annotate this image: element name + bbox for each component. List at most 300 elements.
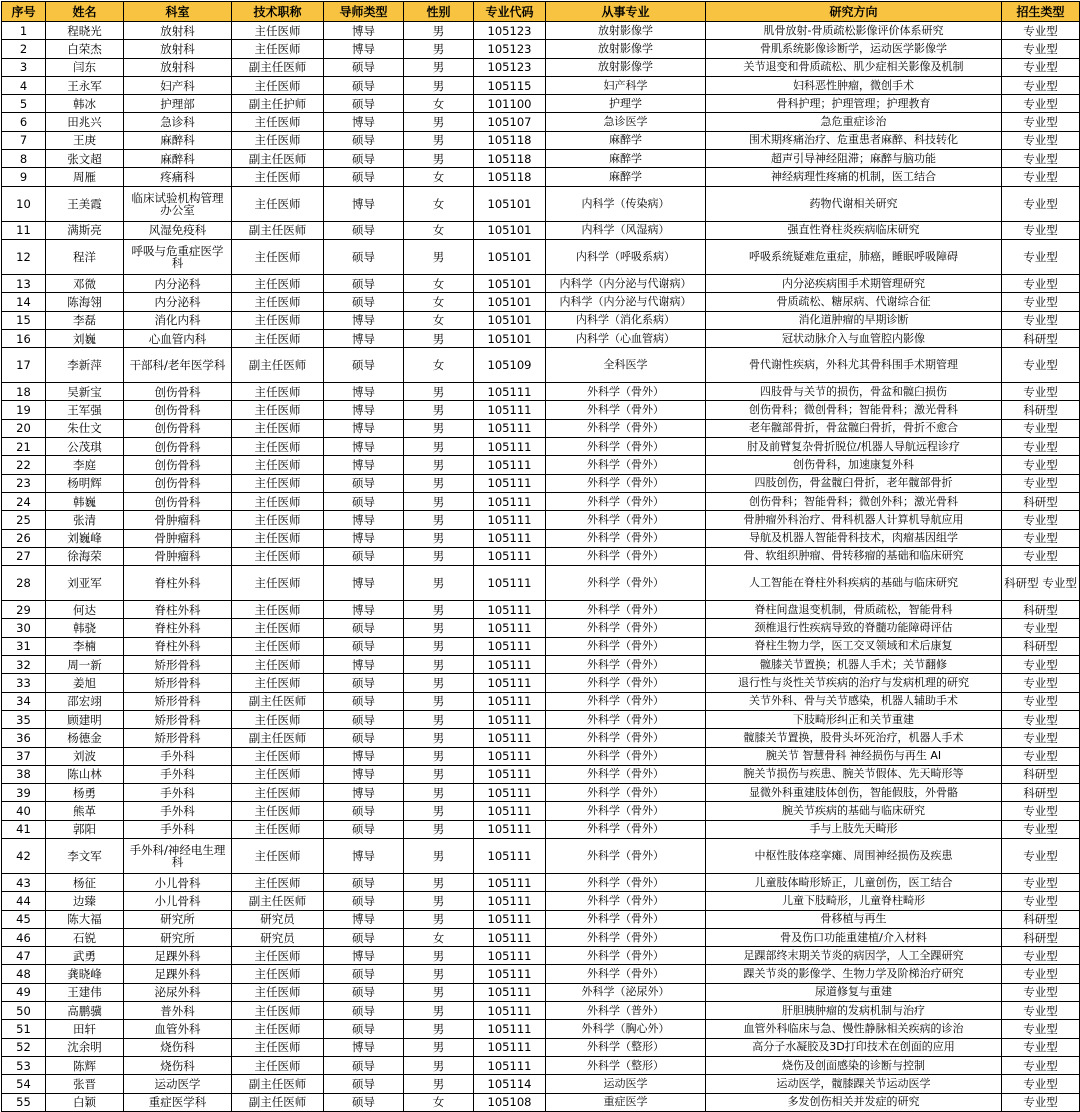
cell-index: 38 [2, 765, 46, 783]
cell-title: 主任医师 [232, 511, 324, 529]
cell-name: 熊革 [46, 802, 124, 820]
cell-name: 周雁 [46, 168, 124, 186]
cell-enrollment-type: 科研型 专业型 [1002, 566, 1080, 601]
table-row [2, 456, 1080, 474]
cell-gender: 男 [404, 637, 474, 655]
table-row [2, 95, 1080, 113]
cell-supervisor-type: 硕导 [324, 492, 404, 510]
cell-major-code: 105111 [474, 674, 546, 692]
cell-title: 主任医师 [232, 747, 324, 765]
cell-supervisor-type: 硕导 [324, 873, 404, 891]
cell-index: 36 [2, 729, 46, 747]
cell-index: 24 [2, 492, 46, 510]
cell-major-code: 105115 [474, 76, 546, 94]
cell-supervisor-type: 硕导 [324, 928, 404, 946]
table-row [2, 747, 1080, 765]
cell-index: 31 [2, 637, 46, 655]
cell-research-direction: 颈椎退行性疾病导致的脊髓功能障碍评估 [706, 619, 1002, 637]
cell-research-direction: 神经病理性疼痛的机制，医工结合 [706, 168, 1002, 186]
cell-title: 主任医师 [232, 419, 324, 437]
cell-gender: 女 [404, 1093, 474, 1111]
cell-index: 46 [2, 928, 46, 946]
cell-department: 脊柱外科 [124, 601, 232, 619]
cell-name: 张清 [46, 511, 124, 529]
cell-name: 邵宏翊 [46, 692, 124, 710]
cell-gender: 男 [404, 747, 474, 765]
cell-department: 手外科 [124, 747, 232, 765]
cell-major: 外科学（整形） [546, 1056, 706, 1074]
cell-department: 创伤骨科 [124, 383, 232, 401]
cell-enrollment-type: 专业型 [1002, 820, 1080, 838]
cell-major: 外科学（泌尿外） [546, 983, 706, 1001]
cell-major-code: 105111 [474, 529, 546, 547]
cell-supervisor-type: 博导 [324, 601, 404, 619]
cell-department: 创伤骨科 [124, 401, 232, 419]
cell-research-direction: 关节外科、骨与关节感染，机器人辅助手术 [706, 692, 1002, 710]
cell-index: 13 [2, 274, 46, 292]
cell-index: 50 [2, 1002, 46, 1020]
cell-enrollment-type: 专业型 [1002, 529, 1080, 547]
cell-enrollment-type: 专业型 [1002, 873, 1080, 891]
cell-name: 徐海荣 [46, 547, 124, 565]
cell-major: 外科学（骨外） [546, 910, 706, 928]
cell-index: 18 [2, 383, 46, 401]
cell-research-direction: 急危重症诊治 [706, 113, 1002, 131]
cell-enrollment-type: 专业型 [1002, 674, 1080, 692]
table-row [2, 131, 1080, 149]
cell-major: 外科学（骨外） [546, 474, 706, 492]
cell-name: 李文军 [46, 838, 124, 873]
cell-enrollment-type: 专业型 [1002, 710, 1080, 728]
cell-index: 53 [2, 1056, 46, 1074]
cell-title: 主任医师 [232, 784, 324, 802]
cell-major: 内科学（心血管病） [546, 329, 706, 347]
cell-major-code: 105111 [474, 619, 546, 637]
table-row [2, 293, 1080, 311]
cell-index: 16 [2, 329, 46, 347]
cell-supervisor-type: 硕导 [324, 983, 404, 1001]
cell-major-code: 105118 [474, 168, 546, 186]
cell-supervisor-type: 硕导 [324, 547, 404, 565]
cell-major-code: 105109 [474, 348, 546, 383]
cell-department: 创伤骨科 [124, 474, 232, 492]
cell-index: 22 [2, 456, 46, 474]
table-row [2, 765, 1080, 783]
cell-major-code: 105111 [474, 710, 546, 728]
table-row [2, 113, 1080, 131]
cell-department: 呼吸与危重症医学科 [124, 239, 232, 274]
cell-supervisor-type: 硕导 [324, 274, 404, 292]
cell-research-direction: 脊柱生物力学，医工交叉领域和术后康复 [706, 637, 1002, 655]
cell-major-code: 105111 [474, 947, 546, 965]
cell-supervisor-type: 硕导 [324, 348, 404, 383]
cell-enrollment-type: 专业型 [1002, 474, 1080, 492]
cell-department: 疼痛科 [124, 168, 232, 186]
cell-research-direction: 骨质疏松、糖尿病、代谢综合征 [706, 293, 1002, 311]
cell-department: 心血管内科 [124, 329, 232, 347]
cell-gender: 男 [404, 601, 474, 619]
cell-title: 副主任医师 [232, 1093, 324, 1111]
cell-major: 运动医学 [546, 1075, 706, 1093]
cell-department: 麻醉科 [124, 150, 232, 168]
cell-enrollment-type: 专业型 [1002, 311, 1080, 329]
cell-title: 副主任护师 [232, 95, 324, 113]
cell-name: 张文超 [46, 150, 124, 168]
cell-index: 15 [2, 311, 46, 329]
cell-supervisor-type: 博导 [324, 838, 404, 873]
cell-name: 陈海翎 [46, 293, 124, 311]
cell-gender: 男 [404, 40, 474, 58]
cell-title: 副主任医师 [232, 1075, 324, 1093]
cell-supervisor-type: 博导 [324, 419, 404, 437]
cell-index: 49 [2, 983, 46, 1001]
cell-major-code: 105111 [474, 802, 546, 820]
cell-major: 外科学（骨外） [546, 529, 706, 547]
cell-major-code: 105111 [474, 892, 546, 910]
cell-gender: 男 [404, 910, 474, 928]
cell-index: 35 [2, 710, 46, 728]
cell-gender: 男 [404, 547, 474, 565]
cell-department: 矫形骨科 [124, 710, 232, 728]
cell-title: 副主任医师 [232, 58, 324, 76]
cell-major: 内科学（风湿病） [546, 221, 706, 239]
cell-department: 矫形骨科 [124, 692, 232, 710]
cell-department: 运动医学 [124, 1075, 232, 1093]
cell-research-direction: 老年髋部骨折，骨盆髋臼骨折，骨折不愈合 [706, 419, 1002, 437]
cell-department: 矫形骨科 [124, 674, 232, 692]
cell-research-direction: 儿童肢体畸形矫正，儿童创伤，医工结合 [706, 873, 1002, 891]
cell-gender: 男 [404, 329, 474, 347]
cell-major: 外科学（骨外） [546, 820, 706, 838]
cell-name: 韩骁 [46, 619, 124, 637]
cell-index: 41 [2, 820, 46, 838]
cell-major-code: 105111 [474, 692, 546, 710]
cell-title: 主任医师 [232, 965, 324, 983]
cell-research-direction: 儿童下肢畸形，儿童脊柱畸形 [706, 892, 1002, 910]
cell-name: 边臻 [46, 892, 124, 910]
cell-major-code: 105111 [474, 1038, 546, 1056]
cell-research-direction: 下肢畸形纠正和关节重建 [706, 710, 1002, 728]
table-row [2, 1075, 1080, 1093]
cell-enrollment-type: 专业型 [1002, 838, 1080, 873]
cell-major: 内科学（内分泌与代谢病） [546, 274, 706, 292]
cell-gender: 男 [404, 692, 474, 710]
cell-enrollment-type: 科研型 [1002, 765, 1080, 783]
cell-gender: 男 [404, 965, 474, 983]
cell-research-direction: 手与上肢先天畸形 [706, 820, 1002, 838]
cell-research-direction: 妇科恶性肿瘤，微创手术 [706, 76, 1002, 94]
cell-gender: 男 [404, 383, 474, 401]
cell-gender: 男 [404, 58, 474, 76]
cell-major-code: 105111 [474, 729, 546, 747]
cell-supervisor-type: 博导 [324, 784, 404, 802]
cell-supervisor-type: 博导 [324, 529, 404, 547]
cell-enrollment-type: 专业型 [1002, 168, 1080, 186]
cell-supervisor-type: 硕导 [324, 637, 404, 655]
cell-name: 王永军 [46, 76, 124, 94]
cell-supervisor-type: 博导 [324, 947, 404, 965]
cell-major-code: 105114 [474, 1075, 546, 1093]
cell-supervisor-type: 博导 [324, 438, 404, 456]
cell-department: 血管外科 [124, 1020, 232, 1038]
cell-enrollment-type: 专业型 [1002, 1056, 1080, 1074]
cell-department: 骨肿瘤科 [124, 547, 232, 565]
table-row [2, 239, 1080, 274]
cell-enrollment-type: 专业型 [1002, 383, 1080, 401]
cell-title: 主任医师 [232, 113, 324, 131]
cell-research-direction: 强直性脊柱炎疾病临床研究 [706, 221, 1002, 239]
cell-department: 麻醉科 [124, 131, 232, 149]
cell-index: 55 [2, 1093, 46, 1111]
cell-major-code: 105111 [474, 637, 546, 655]
cell-name: 田兆兴 [46, 113, 124, 131]
cell-major: 外科学（骨外） [546, 692, 706, 710]
cell-major-code: 105111 [474, 820, 546, 838]
cell-gender: 男 [404, 619, 474, 637]
cell-name: 刘波 [46, 747, 124, 765]
cell-major: 内科学（传染病） [546, 186, 706, 221]
cell-research-direction: 烧伤及创面感染的诊断与控制 [706, 1056, 1002, 1074]
cell-gender: 男 [404, 674, 474, 692]
cell-research-direction: 血管外科临床与急、慢性静脉相关疾病的诊治 [706, 1020, 1002, 1038]
cell-supervisor-type: 博导 [324, 456, 404, 474]
cell-major: 内科学（消化系病） [546, 311, 706, 329]
cell-major: 内科学（内分泌与代谢病） [546, 293, 706, 311]
table-row [2, 656, 1080, 674]
cell-supervisor-type: 硕导 [324, 95, 404, 113]
cell-department: 手外科 [124, 765, 232, 783]
col-header-major: 从事专业 [546, 2, 706, 22]
cell-enrollment-type: 专业型 [1002, 547, 1080, 565]
table-row [2, 802, 1080, 820]
cell-name: 何达 [46, 601, 124, 619]
cell-gender: 女 [404, 95, 474, 113]
cell-major-code: 105111 [474, 873, 546, 891]
cell-major: 麻醉学 [546, 131, 706, 149]
cell-supervisor-type: 硕导 [324, 802, 404, 820]
cell-major-code: 105101 [474, 293, 546, 311]
cell-enrollment-type: 科研型 [1002, 401, 1080, 419]
cell-supervisor-type: 硕导 [324, 1056, 404, 1074]
table-row [2, 710, 1080, 728]
cell-major-code: 105111 [474, 419, 546, 437]
cell-title: 主任医师 [232, 438, 324, 456]
cell-supervisor-type: 硕导 [324, 239, 404, 274]
table-row [2, 311, 1080, 329]
cell-gender: 男 [404, 22, 474, 40]
cell-major: 全科医学 [546, 348, 706, 383]
cell-department: 内分泌科 [124, 293, 232, 311]
cell-index: 20 [2, 419, 46, 437]
cell-gender: 男 [404, 456, 474, 474]
cell-research-direction: 创伤骨科；微创骨科；智能骨科；激光骨科 [706, 401, 1002, 419]
table-row [2, 1002, 1080, 1020]
cell-supervisor-type: 博导 [324, 383, 404, 401]
cell-research-direction: 多发创伤相关并发症的研究 [706, 1093, 1002, 1111]
cell-supervisor-type: 博导 [324, 186, 404, 221]
cell-supervisor-type: 硕导 [324, 710, 404, 728]
cell-title: 主任医师 [232, 947, 324, 965]
cell-enrollment-type: 专业型 [1002, 239, 1080, 274]
cell-department: 放射科 [124, 22, 232, 40]
cell-major-code: 105111 [474, 983, 546, 1001]
cell-research-direction: 运动医学，髋膝踝关节运动医学 [706, 1075, 1002, 1093]
cell-major-code: 105101 [474, 311, 546, 329]
cell-major: 外科学（骨外） [546, 892, 706, 910]
cell-enrollment-type: 专业型 [1002, 747, 1080, 765]
cell-research-direction: 高分子水凝胶及3D打印技术在创面的应用 [706, 1038, 1002, 1056]
cell-title: 主任医师 [232, 1002, 324, 1020]
cell-name: 刘亚军 [46, 566, 124, 601]
cell-supervisor-type: 硕导 [324, 150, 404, 168]
cell-gender: 男 [404, 873, 474, 891]
cell-supervisor-type: 博导 [324, 1038, 404, 1056]
cell-gender: 男 [404, 76, 474, 94]
cell-research-direction: 髋膝关节置换；机器人手术；关节翻修 [706, 656, 1002, 674]
cell-major-code: 105111 [474, 566, 546, 601]
cell-department: 普外科 [124, 1002, 232, 1020]
cell-gender: 男 [404, 492, 474, 510]
cell-index: 26 [2, 529, 46, 547]
cell-enrollment-type: 专业型 [1002, 619, 1080, 637]
cell-major: 外科学（骨外） [546, 547, 706, 565]
table-row [2, 566, 1080, 601]
cell-name: 李楠 [46, 637, 124, 655]
cell-index: 21 [2, 438, 46, 456]
table-row [2, 474, 1080, 492]
cell-gender: 男 [404, 765, 474, 783]
cell-name: 顾建明 [46, 710, 124, 728]
cell-supervisor-type: 博导 [324, 566, 404, 601]
cell-enrollment-type: 专业型 [1002, 186, 1080, 221]
cell-research-direction: 导航及机器人智能骨科技术，肉瘤基因组学 [706, 529, 1002, 547]
cell-name: 闫东 [46, 58, 124, 76]
cell-title: 主任医师 [232, 765, 324, 783]
cell-gender: 男 [404, 729, 474, 747]
cell-name: 刘巍峰 [46, 529, 124, 547]
cell-major-code: 105111 [474, 383, 546, 401]
cell-major: 麻醉学 [546, 168, 706, 186]
cell-index: 2 [2, 40, 46, 58]
cell-name: 韩冰 [46, 95, 124, 113]
cell-major: 外科学（骨外） [546, 566, 706, 601]
cell-major: 外科学（骨外） [546, 438, 706, 456]
cell-supervisor-type: 硕导 [324, 1002, 404, 1020]
cell-department: 烧伤科 [124, 1056, 232, 1074]
table-row [2, 76, 1080, 94]
table-row [2, 40, 1080, 58]
cell-enrollment-type: 专业型 [1002, 1038, 1080, 1056]
cell-research-direction: 骨科护理；护理管理；护理教育 [706, 95, 1002, 113]
cell-title: 主任医师 [232, 383, 324, 401]
cell-index: 42 [2, 838, 46, 873]
cell-title: 主任医师 [232, 1038, 324, 1056]
cell-gender: 男 [404, 566, 474, 601]
cell-enrollment-type: 专业型 [1002, 656, 1080, 674]
cell-supervisor-type: 博导 [324, 401, 404, 419]
cell-title: 主任医师 [232, 274, 324, 292]
cell-index: 45 [2, 910, 46, 928]
cell-title: 副主任医师 [232, 348, 324, 383]
cell-enrollment-type: 专业型 [1002, 438, 1080, 456]
cell-major: 麻醉学 [546, 150, 706, 168]
cell-name: 陈山林 [46, 765, 124, 783]
table-row [2, 529, 1080, 547]
cell-enrollment-type: 专业型 [1002, 95, 1080, 113]
cell-major: 外科学（骨外） [546, 802, 706, 820]
cell-title: 主任医师 [232, 547, 324, 565]
cell-index: 40 [2, 802, 46, 820]
cell-title: 主任医师 [232, 710, 324, 728]
cell-department: 风湿免疫科 [124, 221, 232, 239]
cell-department: 干部科/老年医学科 [124, 348, 232, 383]
table-row [2, 1038, 1080, 1056]
cell-enrollment-type: 专业型 [1002, 983, 1080, 1001]
cell-gender: 男 [404, 838, 474, 873]
cell-index: 29 [2, 601, 46, 619]
cell-index: 51 [2, 1020, 46, 1038]
cell-research-direction: 足踝部终末期关节炎的病因学，人工全踝研究 [706, 947, 1002, 965]
col-header-gender: 性别 [404, 2, 474, 22]
cell-major-code: 105108 [474, 1093, 546, 1111]
cell-name: 王美霞 [46, 186, 124, 221]
cell-gender: 男 [404, 150, 474, 168]
cell-major-code: 105111 [474, 601, 546, 619]
cell-index: 52 [2, 1038, 46, 1056]
cell-major-code: 105111 [474, 838, 546, 873]
cell-gender: 男 [404, 511, 474, 529]
cell-research-direction: 超声引导神经阻滞；麻醉与脑功能 [706, 150, 1002, 168]
cell-index: 17 [2, 348, 46, 383]
cell-major: 外科学（骨外） [546, 637, 706, 655]
cell-major: 内科学（呼吸系病） [546, 239, 706, 274]
table-row [2, 1093, 1080, 1111]
cell-research-direction: 骨、软组织肿瘤、骨转移瘤的基础和临床研究 [706, 547, 1002, 565]
cell-name: 白荣杰 [46, 40, 124, 58]
cell-major-code: 105111 [474, 1002, 546, 1020]
table-row [2, 419, 1080, 437]
cell-research-direction: 骨肌系统影像诊断学，运动医学影像学 [706, 40, 1002, 58]
cell-supervisor-type: 博导 [324, 910, 404, 928]
table-row [2, 511, 1080, 529]
cell-supervisor-type: 博导 [324, 22, 404, 40]
cell-supervisor-type: 博导 [324, 511, 404, 529]
cell-index: 19 [2, 401, 46, 419]
col-header-supervisor-type: 导师类型 [324, 2, 404, 22]
cell-gender: 男 [404, 784, 474, 802]
cell-gender: 男 [404, 656, 474, 674]
cell-department: 脊柱外科 [124, 637, 232, 655]
cell-title: 主任医师 [232, 566, 324, 601]
cell-enrollment-type: 专业型 [1002, 293, 1080, 311]
cell-department: 妇产科 [124, 76, 232, 94]
cell-title: 研究员 [232, 928, 324, 946]
cell-department: 放射科 [124, 58, 232, 76]
table-row [2, 492, 1080, 510]
cell-research-direction: 肘及前臂复杂骨折脱位/机器人导航远程诊疗 [706, 438, 1002, 456]
col-header-title: 技术职称 [232, 2, 324, 22]
cell-title: 主任医师 [232, 802, 324, 820]
cell-enrollment-type: 专业型 [1002, 150, 1080, 168]
cell-major-code: 105118 [474, 131, 546, 149]
cell-major: 外科学（整形） [546, 1038, 706, 1056]
cell-index: 10 [2, 186, 46, 221]
cell-index: 23 [2, 474, 46, 492]
cell-enrollment-type: 专业型 [1002, 131, 1080, 149]
table-row [2, 784, 1080, 802]
cell-name: 邓微 [46, 274, 124, 292]
cell-department: 手外科 [124, 784, 232, 802]
